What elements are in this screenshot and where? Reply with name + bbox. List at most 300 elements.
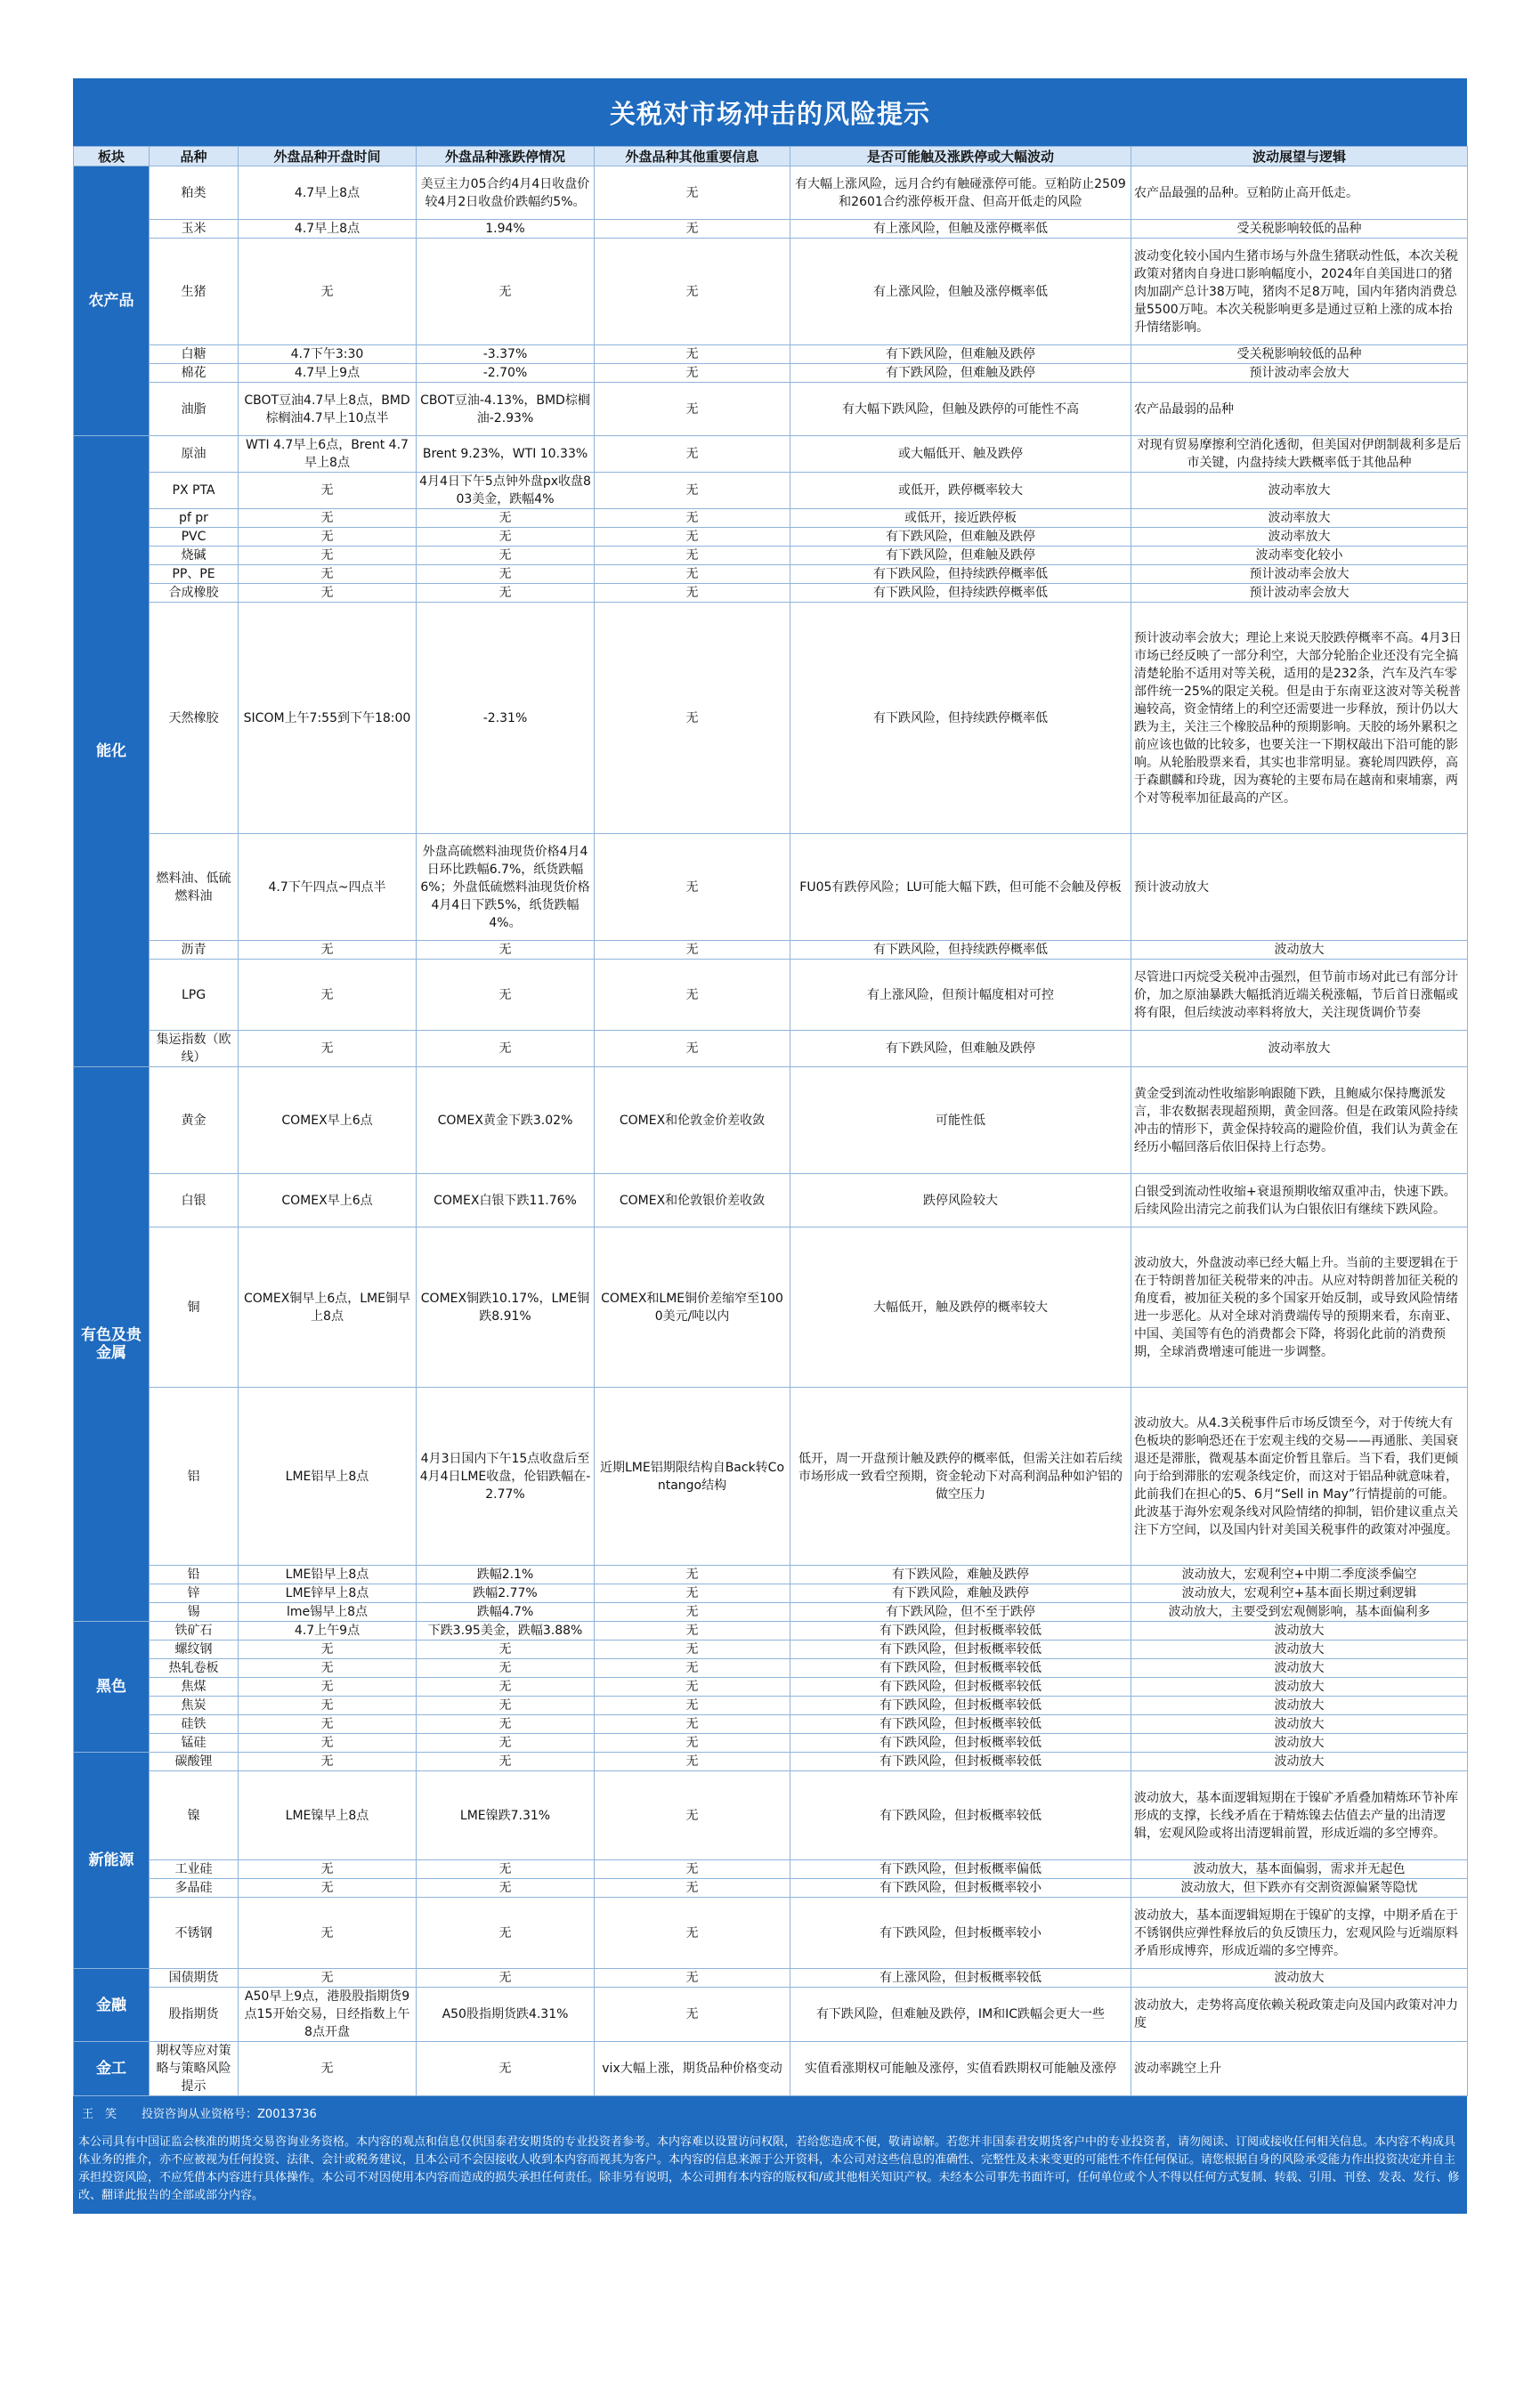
cell-limit-status: 无	[417, 960, 595, 1031]
cell-outlook: 波动率放大	[1131, 1031, 1468, 1067]
cell-other-info: 无	[595, 473, 790, 509]
cell-limit-risk: 有下跌风险，但持续跌停概率低	[790, 565, 1131, 584]
cell-other-info: 无	[595, 383, 790, 436]
cell-other-info: 无	[595, 220, 790, 239]
cell-other-info: 无	[595, 603, 790, 834]
cell-product: 黄金	[150, 1067, 239, 1174]
table-row	[74, 1753, 1468, 1771]
cell-open-time: WTI 4.7早上6点，Brent 4.7早上8点	[239, 436, 417, 473]
table-row	[74, 473, 1468, 509]
table-row	[74, 565, 1468, 584]
cell-product: pf pr	[150, 509, 239, 528]
cell-limit-risk: 有下跌风险，但封板概率较低	[790, 1715, 1131, 1734]
cell-product: 玉米	[150, 220, 239, 239]
table-row	[74, 1388, 1468, 1566]
cell-open-time: 无	[239, 1659, 417, 1678]
cell-open-time: 无	[239, 1734, 417, 1753]
cell-other-info: 近期LME铝期限结构自Back转Contango结构	[595, 1388, 790, 1566]
header-limit-status: 外盘品种涨跌停情况	[417, 147, 595, 166]
cell-limit-risk: 有下跌风险，但封板概率较低	[790, 1678, 1131, 1697]
cell-open-time: COMEX早上6点	[239, 1174, 417, 1227]
cell-limit-risk: 可能性低	[790, 1067, 1131, 1174]
cell-limit-risk: 有大幅上涨风险，远月合约有触碰涨停可能。豆粕防止2509和2601合约涨停板开盘、但高开低走的风险	[790, 166, 1131, 220]
disclaimer: 本公司具有中国证监会核准的期货交易咨询业务资格。本内容的观点和信息仅供国泰君安期货的专业投资者参考。本内容难以设置访问权限，若给您造成不便，敬请谅解。若您并非国泰君安期货客户中的专业投资者，请勿阅读、订阅或接收任何相关信息。本内容不构成具体业务的推介，亦不应被视为任何投资、法律、会计或税务建议，且本公司不会因接收人收到本内容而视其为客户。本内容的信息来源于公开资料，本公司对这些信息的准确性、完整性及未来变更的可能性不作任何保证。请您根据自身的风险承受能力作出投资决定并自主承担投资风险，不应凭借本内容进行具体操作。本公司不对因使用本内容而造成的损失承担任何责任。除非另有说明，本公司拥有本内容的版权和/或其他相关知识产权。未经本公司事先书面许可，任何单位或个人不得以任何方式复制、转载、引用、刊登、发表、发行、修改、翻译此报告的全部或部分内容。	[78, 2135, 1460, 2202]
cell-product: 白银	[150, 1174, 239, 1227]
cell-limit-risk: 有下跌风险，但持续跌停概率低	[790, 584, 1131, 603]
cell-limit-risk: 有上涨风险，但预计幅度相对可控	[790, 960, 1131, 1031]
cell-open-time: 无	[239, 239, 417, 345]
cell-other-info: 无	[595, 1879, 790, 1898]
cell-limit-status: 无	[417, 528, 595, 547]
cell-outlook: 波动放大	[1131, 941, 1468, 960]
cell-outlook: 白银受到流动性收缩+衰退预期收缩双重冲击，快速下跌。后续风险出清完之前我们认为白银依旧有继续下跌风险。	[1131, 1174, 1468, 1227]
table-row	[74, 1603, 1468, 1622]
cell-outlook: 预计波动率会放大	[1131, 565, 1468, 584]
cell-limit-status: A50股指期货跌4.31%	[417, 1988, 595, 2042]
table-row	[74, 1566, 1468, 1584]
cell-limit-status: 外盘高硫燃料油现货价格4月4日环比跌幅6.7%，纸货跌幅6%；外盘低硫燃料油现货价格4月4日下跌5%，纸货跌幅4%。	[417, 834, 595, 941]
table-row	[74, 1771, 1468, 1860]
header-row	[74, 147, 1468, 166]
cell-limit-status: 无	[417, 1879, 595, 1898]
cell-product: 工业硅	[150, 1860, 239, 1879]
cell-other-info: 无	[595, 345, 790, 364]
sector-label: 农产品	[74, 166, 150, 436]
cell-open-time: 无	[239, 960, 417, 1031]
table-row	[74, 1879, 1468, 1898]
cell-product: 焦炭	[150, 1697, 239, 1715]
cell-outlook: 波动率放大	[1131, 528, 1468, 547]
cell-outlook: 波动放大	[1131, 1678, 1468, 1697]
cell-limit-risk: 实值看涨期权可能触及涨停，实值看跌期权可能触及涨停	[790, 2042, 1131, 2096]
cell-limit-risk: 或大幅低开、触及跌停	[790, 436, 1131, 473]
cell-other-info: 无	[595, 509, 790, 528]
table-row	[74, 1067, 1468, 1174]
cell-limit-status: 无	[417, 547, 595, 565]
cell-limit-risk: 有下跌风险，难触及跌停	[790, 1566, 1131, 1584]
table-row	[74, 1969, 1468, 1988]
analyst-name: 王 笑	[82, 2108, 118, 2121]
table-row	[74, 1622, 1468, 1640]
cell-open-time: 无	[239, 1697, 417, 1715]
cell-open-time: 无	[239, 941, 417, 960]
cell-outlook: 波动率跳空上升	[1131, 2042, 1468, 2096]
cell-outlook: 波动放大，宏观利空+基本面长期过剩逻辑	[1131, 1584, 1468, 1603]
cell-other-info: 无	[595, 565, 790, 584]
cell-limit-risk: 跌停风险较大	[790, 1174, 1131, 1227]
table-row	[74, 603, 1468, 834]
cell-product: 碳酸锂	[150, 1753, 239, 1771]
cell-outlook: 波动放大	[1131, 1659, 1468, 1678]
cell-other-info: 无	[595, 1734, 790, 1753]
cell-outlook: 波动率放大	[1131, 473, 1468, 509]
cell-product: 铜	[150, 1227, 239, 1388]
cell-limit-risk: 有下跌风险，但封板概率较低	[790, 1734, 1131, 1753]
cell-limit-status: 无	[417, 2042, 595, 2096]
cell-outlook: 预计波动率会放大	[1131, 584, 1468, 603]
cell-limit-status: COMEX白银下跌11.76%	[417, 1174, 595, 1227]
cell-limit-status: 无	[417, 1734, 595, 1753]
cell-limit-risk: 有大幅下跌风险，但触及跌停的可能性不高	[790, 383, 1131, 436]
cell-outlook: 波动放大	[1131, 1734, 1468, 1753]
sector-label: 金工	[74, 2042, 150, 2096]
cell-limit-status: 无	[417, 239, 595, 345]
cell-other-info: 无	[595, 1988, 790, 2042]
cell-limit-status: 跌幅2.77%	[417, 1584, 595, 1603]
cell-open-time: LME铝早上8点	[239, 1388, 417, 1566]
header-open-time: 外盘品种开盘时间	[239, 147, 417, 166]
cell-other-info: 无	[595, 584, 790, 603]
cell-open-time: 4.7早上9点	[239, 364, 417, 383]
cell-open-time: 无	[239, 1969, 417, 1988]
cell-product: 焦煤	[150, 1678, 239, 1697]
table-row	[74, 166, 1468, 220]
cell-limit-status: 下跌3.95美金，跌幅3.88%	[417, 1622, 595, 1640]
table-row	[74, 1860, 1468, 1879]
table-row	[74, 1640, 1468, 1659]
report-title: 关税对市场冲击的风险提示	[73, 78, 1467, 146]
cell-open-time: LME铅早上8点	[239, 1566, 417, 1584]
cell-open-time: 无	[239, 584, 417, 603]
cell-outlook: 尽管进口丙烷受关税冲击强烈，但节前市场对此已有部分计价，加之原油暴跌大幅抵消近端关税涨幅，节后首日涨幅或将有限，但后续波动率料将放大，关注现货调价节奏	[1131, 960, 1468, 1031]
cell-product: PVC	[150, 528, 239, 547]
cell-limit-risk: 有下跌风险，但封板概率较低	[790, 1771, 1131, 1860]
cell-outlook: 农产品最强的品种。豆粕防止高开低走。	[1131, 166, 1468, 220]
cell-limit-status: 无	[417, 565, 595, 584]
cell-limit-risk: 或低开，接近跌停板	[790, 509, 1131, 528]
cell-other-info: COMEX和LME铜价差缩窄至1000美元/吨以内	[595, 1227, 790, 1388]
risk-table	[73, 146, 1468, 2096]
table-row	[74, 1227, 1468, 1388]
cell-outlook: 波动放大，基本面逻辑短期在于镍矿矛盾叠加精炼环节补库形成的支撑，长线矛盾在于精炼镍去估值去产量的出清逻辑，宏观风险或将出清逻辑前置，形成近端的多空博弈。	[1131, 1771, 1468, 1860]
cell-other-info: 无	[595, 1678, 790, 1697]
cell-product: 股指期货	[150, 1988, 239, 2042]
table-row	[74, 1697, 1468, 1715]
table-row	[74, 2042, 1468, 2096]
cell-product: 原油	[150, 436, 239, 473]
cell-limit-risk: 有下跌风险，但封板概率较低	[790, 1622, 1131, 1640]
cell-limit-risk: 有上涨风险，但触及涨停概率低	[790, 239, 1131, 345]
cell-other-info: 无	[595, 1697, 790, 1715]
cell-open-time: 无	[239, 565, 417, 584]
cell-limit-risk: 有下跌风险，但封板概率较低	[790, 1753, 1131, 1771]
cell-outlook: 预计波动率会放大；理论上来说天胶跌停概率不高。4月3日市场已经反映了一部分利空，大部分轮胎企业还没有完全搞清楚轮胎不适用对等关税，适用的是232条，汽车及汽车零部件统一25%的限定关税。但是由于东南亚这波对等关税普遍较高，资金情绪上的利空还需要进一步释放，预计仍以大跌为主，关注三个橡胶品种的预期影响。天胶的场外累积之前应该也做的比较多，也要关注一下期权敲出下沿可能的影响。从轮胎股票来看，其实也非常明显。赛轮周四跌停，高于森麒麟和玲珑，因为赛轮的主要布局在越南和柬埔寨，两个对等税率加征最高的产区。	[1131, 603, 1468, 834]
cell-other-info: vix大幅上涨，期货品种价格变动	[595, 2042, 790, 2096]
cell-product: 沥青	[150, 941, 239, 960]
table-row	[74, 547, 1468, 565]
cell-limit-status: 无	[417, 1659, 595, 1678]
table-row	[74, 1174, 1468, 1227]
cell-other-info: 无	[595, 1898, 790, 1969]
cell-limit-status: 无	[417, 941, 595, 960]
cell-limit-status: -2.70%	[417, 364, 595, 383]
cell-other-info: 无	[595, 941, 790, 960]
cell-limit-status: COMEX黄金下跌3.02%	[417, 1067, 595, 1174]
cell-limit-risk: 有下跌风险，但封板概率较低	[790, 1640, 1131, 1659]
cell-limit-risk: 有下跌风险，但封板概率较低	[790, 1697, 1131, 1715]
cell-product: 铅	[150, 1566, 239, 1584]
table-row	[74, 1988, 1468, 2042]
cell-limit-status: 无	[417, 1860, 595, 1879]
cell-limit-risk: 有下跌风险，但难触及跌停	[790, 547, 1131, 565]
cell-product: 硅铁	[150, 1715, 239, 1734]
table-row	[74, 239, 1468, 345]
table-row	[74, 220, 1468, 239]
cell-outlook: 波动放大	[1131, 1640, 1468, 1659]
cell-other-info: 无	[595, 1659, 790, 1678]
cell-outlook: 波动放大	[1131, 1969, 1468, 1988]
header-product: 品种	[150, 147, 239, 166]
cell-open-time: COMEX铜早上6点，LME铜早上8点	[239, 1227, 417, 1388]
cell-limit-risk: 低开，周一开盘预计触及跌停的概率低，但需关注如若后续市场形成一致看空预期，资金轮动下对高利润品种如沪铝的做空压力	[790, 1388, 1131, 1566]
sector-label: 黑色	[74, 1622, 150, 1753]
cell-outlook: 波动放大，走势将高度依赖关税政策走向及国内政策对冲力度	[1131, 1988, 1468, 2042]
cell-limit-risk: 有下跌风险，但难触及跌停	[790, 364, 1131, 383]
cell-product: 锰硅	[150, 1734, 239, 1753]
table-row	[74, 345, 1468, 364]
table-row	[74, 960, 1468, 1031]
cell-limit-status: 1.94%	[417, 220, 595, 239]
cell-limit-status: 无	[417, 509, 595, 528]
cell-limit-status: 无	[417, 1697, 595, 1715]
cell-open-time: SICOM上午7:55到下午18:00	[239, 603, 417, 834]
cell-product: 铝	[150, 1388, 239, 1566]
cell-outlook: 波动放大，宏观利空+中期二季度淡季偏空	[1131, 1566, 1468, 1584]
cell-product: 不锈钢	[150, 1898, 239, 1969]
cell-open-time: COMEX早上6点	[239, 1067, 417, 1174]
cell-other-info: 无	[595, 1584, 790, 1603]
cell-product: 天然橡胶	[150, 603, 239, 834]
cell-product: 油脂	[150, 383, 239, 436]
cell-open-time: 4.7下午四点~四点半	[239, 834, 417, 941]
cell-other-info: 无	[595, 1566, 790, 1584]
cell-other-info: 无	[595, 1860, 790, 1879]
cell-open-time: 无	[239, 528, 417, 547]
cell-outlook: 波动放大。从4.3关税事件后市场反馈至今，对于传统大有色板块的影响恐还在于宏观主线的交易——再通胀、美国衰退还是滞胀，微观基本面定价暂且靠后。当下看，我们更倾向于给到滞胀的宏观条线定价，而这对于铝品种就意味着，此前我们在担心的5、6月“Sell in May”行情提前的可能。此波基于海外宏观条线对风险情绪的抑制，铝价建议重点关注下方空间，以及国内针对美国关税事件的政策对冲强度。	[1131, 1388, 1468, 1566]
cell-other-info: 无	[595, 1603, 790, 1622]
table-row	[74, 383, 1468, 436]
cell-product: 镍	[150, 1771, 239, 1860]
cell-open-time: 无	[239, 547, 417, 565]
cell-limit-risk: 有上涨风险，但触及涨停概率低	[790, 220, 1131, 239]
cell-limit-risk: 有下跌风险，但难触及跌停	[790, 345, 1131, 364]
cell-outlook: 受关税影响较低的品种	[1131, 220, 1468, 239]
cell-product: PP、PE	[150, 565, 239, 584]
cell-other-info: COMEX和伦敦银价差收敛	[595, 1174, 790, 1227]
cell-limit-risk: 大幅低开，触及跌停的概率较大	[790, 1227, 1131, 1388]
table-row	[74, 436, 1468, 473]
cell-limit-risk: 有上涨风险，但封板概率较低	[790, 1969, 1131, 1988]
cell-other-info: 无	[595, 960, 790, 1031]
cell-product: 热轧卷板	[150, 1659, 239, 1678]
sector-label: 能化	[74, 436, 150, 1067]
cell-open-time: 无	[239, 473, 417, 509]
cell-limit-status: LME镍跌7.31%	[417, 1771, 595, 1860]
cell-limit-status: CBOT豆油-4.13%，BMD棕榈油-2.93%	[417, 383, 595, 436]
table-body	[74, 166, 1468, 2096]
cell-open-time: 无	[239, 1860, 417, 1879]
cell-limit-status: 跌幅2.1%	[417, 1566, 595, 1584]
cell-open-time: 4.7早上8点	[239, 220, 417, 239]
cell-outlook: 波动放大	[1131, 1622, 1468, 1640]
cell-product: 合成橡胶	[150, 584, 239, 603]
cell-open-time: lme锡早上8点	[239, 1603, 417, 1622]
cell-open-time: 无	[239, 509, 417, 528]
cell-product: 燃料油、低硫燃料油	[150, 834, 239, 941]
header-other-info: 外盘品种其他重要信息	[595, 147, 790, 166]
cell-limit-risk: 有下跌风险，但不至于跌停	[790, 1603, 1131, 1622]
cell-other-info: 无	[595, 1715, 790, 1734]
cell-limit-risk: 有下跌风险，但封板概率偏低	[790, 1860, 1131, 1879]
cell-product: 锡	[150, 1603, 239, 1622]
cell-limit-status: 4月3日国内下午15点收盘后至4月4日LME收盘，伦铝跌幅在-2.77%	[417, 1388, 595, 1566]
cell-product: 生猪	[150, 239, 239, 345]
header-outlook: 波动展望与逻辑	[1131, 147, 1468, 166]
table-row	[74, 1715, 1468, 1734]
cell-other-info: 无	[595, 436, 790, 473]
cell-open-time: 无	[239, 1898, 417, 1969]
table-row	[74, 834, 1468, 941]
sector-label: 金融	[74, 1969, 150, 2042]
cell-limit-status: 美豆主力05合约4月4日收盘价较4月2日收盘价跌幅约5%。	[417, 166, 595, 220]
cell-limit-status: 无	[417, 1031, 595, 1067]
cell-limit-risk: 有下跌风险，但难触及跌停	[790, 528, 1131, 547]
cell-other-info: 无	[595, 547, 790, 565]
cell-other-info: 无	[595, 364, 790, 383]
cell-product: 螺纹钢	[150, 1640, 239, 1659]
cell-outlook: 预计波动放大	[1131, 834, 1468, 941]
cell-outlook: 受关税影响较低的品种	[1131, 345, 1468, 364]
cell-other-info: 无	[595, 1771, 790, 1860]
cell-other-info: 无	[595, 1753, 790, 1771]
cell-other-info: 无	[595, 1969, 790, 1988]
cell-limit-status: 无	[417, 584, 595, 603]
cell-limit-status: 无	[417, 1715, 595, 1734]
cell-product: 烧碱	[150, 547, 239, 565]
header-sector: 板块	[74, 147, 150, 166]
cell-other-info: 无	[595, 1031, 790, 1067]
cell-outlook: 波动率放大	[1131, 509, 1468, 528]
cell-limit-status: Brent 9.23%，WTI 10.33%	[417, 436, 595, 473]
analyst-line	[78, 2103, 1462, 2127]
cell-outlook: 波动放大	[1131, 1715, 1468, 1734]
cell-other-info: 无	[595, 528, 790, 547]
cell-open-time: A50早上9点，港股股指期货9点15开始交易，日经指数上午8点开盘	[239, 1988, 417, 2042]
cell-open-time: 4.7下午3:30	[239, 345, 417, 364]
header-limit-risk: 是否可能触及涨跌停或大幅波动	[790, 147, 1131, 166]
report-sheet	[73, 78, 1467, 2214]
table-row	[74, 941, 1468, 960]
cell-outlook: 波动放大，基本面偏弱，需求并无起色	[1131, 1860, 1468, 1879]
table-row	[74, 509, 1468, 528]
cell-outlook: 波动率变化较小	[1131, 547, 1468, 565]
cell-outlook: 波动放大	[1131, 1697, 1468, 1715]
table-row	[74, 1584, 1468, 1603]
sector-label: 新能源	[74, 1753, 150, 1969]
cell-limit-risk: 或低开，跌停概率较大	[790, 473, 1131, 509]
cell-limit-risk: 有下跌风险，但封板概率较小	[790, 1879, 1131, 1898]
cell-product: 期权等应对策略与策略风险提示	[150, 2042, 239, 2096]
cell-other-info: 无	[595, 834, 790, 941]
table-row	[74, 364, 1468, 383]
cell-limit-risk: 有下跌风险，难触及跌停	[790, 1584, 1131, 1603]
cell-limit-status: 跌幅4.7%	[417, 1603, 595, 1622]
cell-product: 多晶硅	[150, 1879, 239, 1898]
cell-limit-status: 无	[417, 1640, 595, 1659]
cell-other-info: 无	[595, 166, 790, 220]
cell-outlook: 波动放大，基本面逻辑短期在于镍矿的支撑，中期矛盾在于不锈钢供应弹性释放后的负反馈压力，宏观风险与近端原料矛盾形成博弈，形成近端的多空博弈。	[1131, 1898, 1468, 1969]
cell-open-time: 无	[239, 2042, 417, 2096]
cell-open-time: LME镍早上8点	[239, 1771, 417, 1860]
cell-other-info: COMEX和伦敦金价差收敛	[595, 1067, 790, 1174]
table-row	[74, 1678, 1468, 1697]
cell-limit-status: 无	[417, 1898, 595, 1969]
cell-open-time: LME锌早上8点	[239, 1584, 417, 1603]
table-row	[74, 584, 1468, 603]
table-row	[74, 1734, 1468, 1753]
cell-limit-status: -2.31%	[417, 603, 595, 834]
cell-product: 集运指数（欧线）	[150, 1031, 239, 1067]
cell-other-info: 无	[595, 1640, 790, 1659]
cell-limit-risk: 有下跌风险，但封板概率较小	[790, 1898, 1131, 1969]
cell-outlook: 波动放大	[1131, 1753, 1468, 1771]
cell-product: 国债期货	[150, 1969, 239, 1988]
cell-other-info: 无	[595, 1622, 790, 1640]
cell-open-time: 无	[239, 1031, 417, 1067]
cell-open-time: 4.7上午9点	[239, 1622, 417, 1640]
cell-limit-risk: 有下跌风险，但封板概率较低	[790, 1659, 1131, 1678]
cell-limit-status: 无	[417, 1753, 595, 1771]
cell-outlook: 波动放大，外盘波动率已经大幅上升。当前的主要逻辑在于在于特朗普加征关税带来的冲击。从应对特朗普加征关税的角度看，被加征关税的多个国家开始反制，或导致风险情绪进一步恶化。从对全球对消费端传导的预期来看，东南亚、中国、美国等有色的消费都会下降，将弱化此前的消费预期，全球消费增速可能进一步调整。	[1131, 1227, 1468, 1388]
cell-outlook: 预计波动率会放大	[1131, 364, 1468, 383]
cell-open-time: 无	[239, 1678, 417, 1697]
cell-product: 锌	[150, 1584, 239, 1603]
cell-limit-risk: 有下跌风险，但难触及跌停	[790, 1031, 1131, 1067]
cell-open-time: 无	[239, 1753, 417, 1771]
cell-limit-risk: FU05有跌停风险；LU可能大幅下跌，但可能不会触及停板	[790, 834, 1131, 941]
table-row	[74, 1031, 1468, 1067]
sector-label: 有色及贵金属	[74, 1067, 150, 1622]
cell-outlook: 波动放大，但下跌亦有交割资源偏紧等隐忧	[1131, 1879, 1468, 1898]
table-row	[74, 528, 1468, 547]
cell-outlook: 农产品最弱的品种	[1131, 383, 1468, 436]
footer	[73, 2096, 1467, 2214]
cell-product: PX PTA	[150, 473, 239, 509]
cell-outlook: 波动变化较小国内生猪市场与外盘生猪联动性低，本次关税政策对猪肉自身进口影响幅度小，2024年自美国进口的猪肉加副产总计38万吨，猪肉不足8万吨，国内年猪肉消费总量5500万吨。本次关税影响更多是通过豆粕上涨的成本抬升情绪影响。	[1131, 239, 1468, 345]
table-row	[74, 1898, 1468, 1969]
cell-product: 铁矿石	[150, 1622, 239, 1640]
cell-open-time: 4.7早上8点	[239, 166, 417, 220]
cell-limit-risk: 有下跌风险，但持续跌停概率低	[790, 603, 1131, 834]
cell-product: 棉花	[150, 364, 239, 383]
analyst-license: 投资咨询从业资格号：Z0013736	[142, 2108, 317, 2121]
cell-open-time: 无	[239, 1879, 417, 1898]
cell-limit-risk: 有下跌风险，但难触及跌停，IM和IC跌幅会更大一些	[790, 1988, 1131, 2042]
cell-outlook: 对现有贸易摩擦利空消化透彻，但美国对伊朗制裁利多是后市关键，内盘持续大跌概率低于其他品种	[1131, 436, 1468, 473]
cell-limit-status: 无	[417, 1678, 595, 1697]
cell-open-time: 无	[239, 1715, 417, 1734]
cell-outlook: 黄金受到流动性收缩影响跟随下跌，且鲍威尔保持鹰派发言，非农数据表现超预期，黄金回落。但是在政策风险持续冲击的情形下，黄金保持较高的避险价值，我们认为黄金在经历小幅回落后依旧保持上行态势。	[1131, 1067, 1468, 1174]
cell-other-info: 无	[595, 239, 790, 345]
cell-product: 粕类	[150, 166, 239, 220]
cell-limit-status: 4月4日下午5点钟外盘px收盘803美金，跌幅4%	[417, 473, 595, 509]
cell-limit-status: COMEX铜跌10.17%，LME铜跌8.91%	[417, 1227, 595, 1388]
cell-limit-status: 无	[417, 1969, 595, 1988]
cell-outlook: 波动放大，主要受到宏观侧影响，基本面偏利多	[1131, 1603, 1468, 1622]
cell-open-time: CBOT豆油4.7早上8点，BMD棕榈油4.7早上10点半	[239, 383, 417, 436]
cell-product: 白糖	[150, 345, 239, 364]
cell-limit-risk: 有下跌风险，但持续跌停概率低	[790, 941, 1131, 960]
